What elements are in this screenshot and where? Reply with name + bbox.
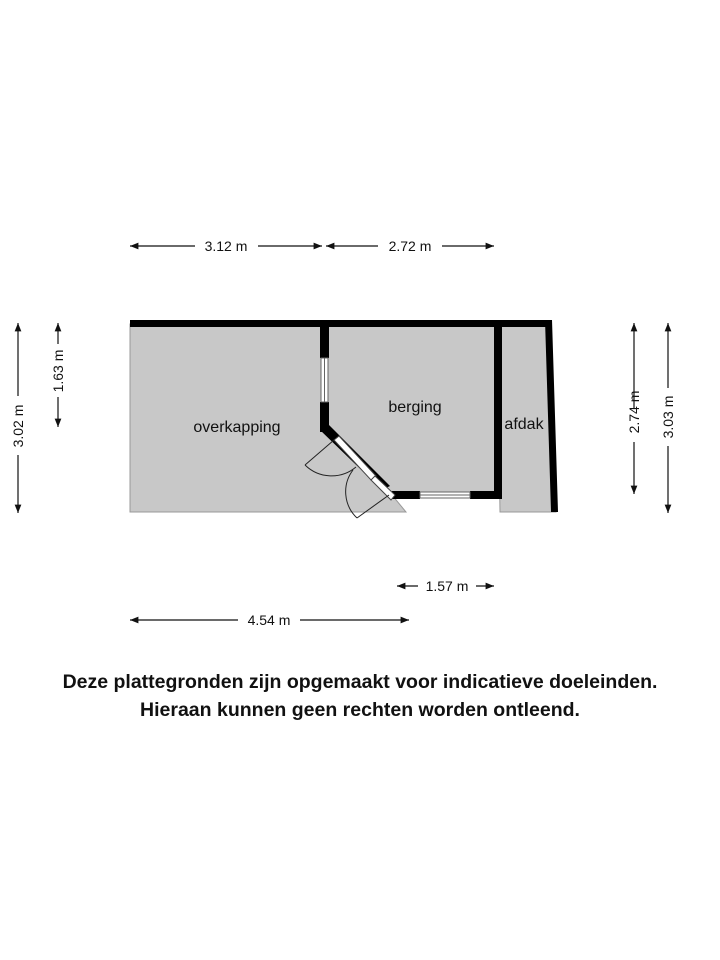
dim-right-inner: 2.74 m: [626, 390, 642, 434]
dim-right-outer: 3.03 m: [660, 395, 676, 439]
dim-left-outer: 3.02 m: [10, 404, 26, 448]
dim-bottom-long: 4.54 m: [247, 612, 291, 628]
disclaimer-line-2: Hieraan kunnen geen rechten worden ontleend.: [140, 699, 580, 721]
disclaimer-line-1: Deze plattegronden zijn opgemaakt voor indicatieve doeleinden.: [62, 671, 658, 693]
dim-top-left: 3.12 m: [204, 238, 248, 254]
disclaimer: [0, 668, 720, 724]
dim-left-inner: 1.63 m: [50, 349, 66, 393]
room-label-afdak: afdak: [504, 416, 544, 433]
room-label-berging: berging: [388, 399, 442, 416]
dim-bottom-short: 1.57 m: [425, 578, 469, 594]
dim-top-right: 2.72 m: [388, 238, 432, 254]
room-label-overkapping: overkapping: [193, 419, 281, 436]
